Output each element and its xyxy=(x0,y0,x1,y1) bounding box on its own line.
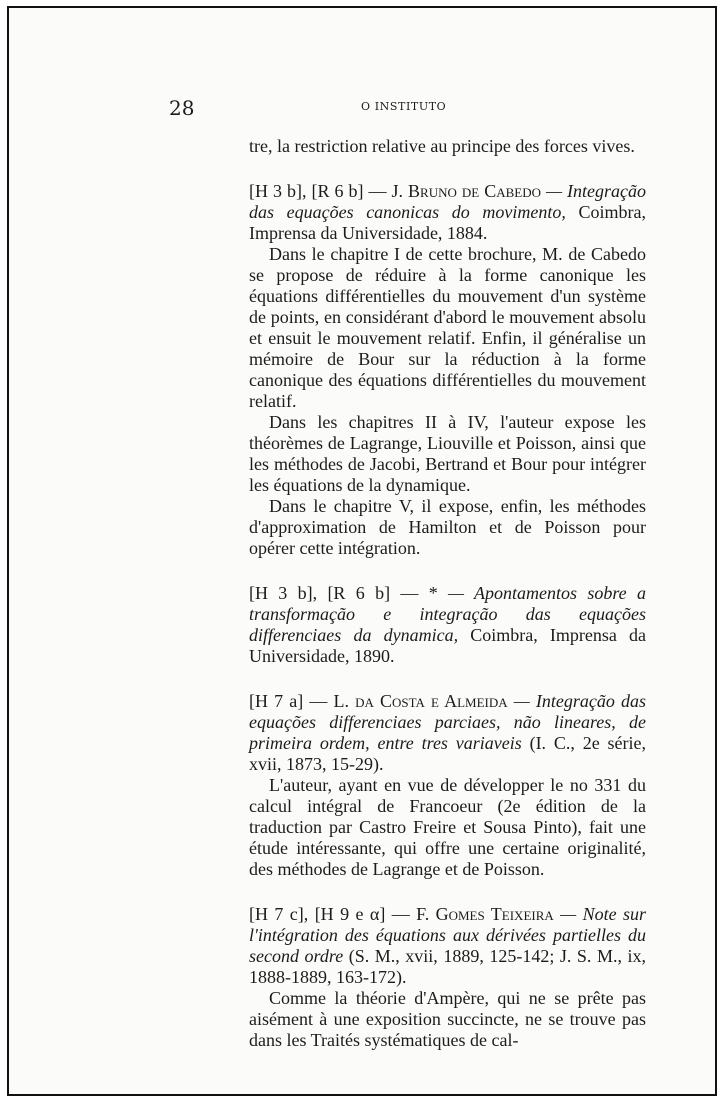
page-number: 28 xyxy=(169,96,195,120)
entry-title: — Integração das equações differenciaes parciaes, não lineares, de primeira ordem, entre tres variaveis xyxy=(249,691,646,753)
entry-code: [H 3 b], [R 6 b] — xyxy=(249,181,392,201)
entry-paragraph: Dans les chapitres II à IV, l'auteur expose les théorèmes de Lagrange, Liouville et Poisson, ainsi que les méthodes de Jacobi, Bertrand et Bour pour intégrer les équations de la dynamique. xyxy=(249,412,646,495)
entry-publication: Coimbra, Imprensa da Universidade, 1890. xyxy=(249,625,647,666)
page-header xyxy=(9,96,715,122)
bibliography-entry xyxy=(156,181,646,559)
entry-publication: (S. M., xvii, 1889, 125-142; J. S. M., ix, 1888-1889, 163-172). xyxy=(249,946,646,987)
continuation-paragraph xyxy=(156,136,646,157)
bibliography-entry xyxy=(156,691,646,880)
bibliography-entry xyxy=(156,583,646,667)
entry-title: — Note sur l'intégration des équations aux dérivées partielles du second ordre xyxy=(249,904,647,966)
entry-author: J. Bruno de Cabedo xyxy=(391,181,542,201)
entry-title: — Apontamentos sobre a transformação e integração das equações differenciaes da dynamica, xyxy=(249,583,646,645)
entry-code: [H 7 c], [H 9 e α] — xyxy=(249,904,417,924)
entry-paragraph: Dans le chapitre V, il expose, enfin, les méthodes d'approximation de Hamilton et de Poisson pour opérer cette intégration. xyxy=(249,496,646,558)
document-page xyxy=(7,6,717,1096)
entry-publication: Coimbra, Imprensa da Universidade, 1884. xyxy=(249,202,646,243)
entry-author: F. Gomes Teixeira xyxy=(416,904,554,924)
entry-citation xyxy=(249,691,646,775)
entry-author: L. da Costa e Almeida xyxy=(333,691,508,711)
entry-citation xyxy=(249,583,646,667)
entry-paragraph: L'auteur, ayant en vue de développer le no 331 du calcul intégral de Francoeur (2e édition de la traduction par Castro Freire et Sousa Pinto), fait une étude intéressante, qui offre une certaine originalité, des méthodes de Lagrange et de Poisson. xyxy=(249,775,646,879)
entry-paragraph: Dans le chapitre I de cette brochure, M. de Cabedo se propose de réduire à la forme canonique les équations différentielles du mouvement d'un système de points, en considérant d'abord le mouvement absolu et ensuit le mouvement relatif. Enfin, il généralise un mémoire de Bour sur la réduction à la forme canonique des équations différentielles du mouvement relatif. xyxy=(249,244,646,411)
entry-citation xyxy=(249,181,646,244)
article-body xyxy=(156,136,646,1075)
entry-code: [H 7 a] — xyxy=(249,691,334,711)
entry-code: [H 3 b], [R 6 b] — xyxy=(249,583,429,603)
entry-citation xyxy=(249,904,646,988)
entry-title: — Integração das equações canonicas do movimento, xyxy=(249,181,647,222)
entry-paragraph: Comme la théorie d'Ampère, qui ne se prête pas aisément à une exposition succincte, ne se trouve pas dans les Traités systématiques de cal- xyxy=(249,988,646,1050)
running-title: O INSTITUTO xyxy=(361,100,447,113)
bibliography-entry xyxy=(156,904,646,1051)
entry-publication: (I. C., 2e série, xvii, 1873, 15-29). xyxy=(249,733,647,774)
continuation-text: tre, la restriction relative au principe des forces vives. xyxy=(249,136,635,156)
entry-author: * xyxy=(428,583,438,603)
